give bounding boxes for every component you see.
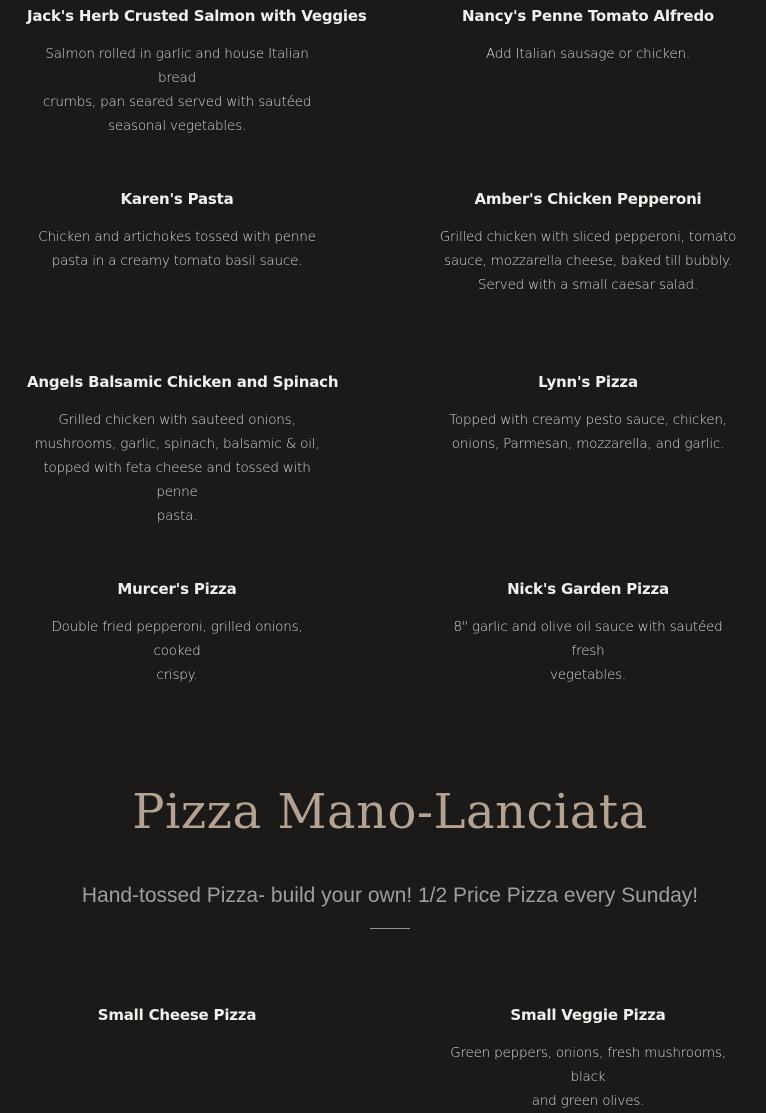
description-line: Double fried pepperoni, grilled onions, cooked — [51, 619, 303, 659]
description-line: Served with a small caesar salad. — [477, 277, 699, 293]
description-line: Grilled chicken with sauteed onions, — [58, 412, 296, 428]
description-line: topped with feta cheese and tossed with penne — [43, 460, 311, 500]
description-line: pasta. — [156, 508, 198, 524]
menu-item-description — [437, 615, 739, 687]
menu-item-description — [27, 225, 327, 273]
menu-item-name: Karen's Pasta — [120, 190, 234, 208]
description-line: Salmon rolled in garlic and house Italian bread — [45, 46, 309, 86]
menu-item-description — [437, 42, 739, 66]
description-line: pasta in a creamy tomato basil sauce. — [51, 253, 303, 269]
description-line: seasonal vegetables. — [108, 118, 246, 134]
menu-item-angels-balsamic-chicken — [27, 372, 339, 528]
description-line: sauce, mozzarella cheese, baked till bubbly. — [444, 253, 732, 269]
menu-item-jacks-salmon — [27, 6, 367, 138]
description-line: onions, Parmesan, mozzarella, and garlic. — [451, 436, 725, 452]
section-title: Pizza Mano-Lanciata — [132, 784, 648, 840]
menu-item-ambers-chicken-pepperoni — [437, 189, 739, 297]
menu-item-description — [27, 615, 327, 687]
menu-item-name: Nick's Garden Pizza — [507, 580, 669, 598]
description-line: crumbs, pan seared served with sautéed — [42, 94, 312, 110]
menu-item-name: Murcer's Pizza — [117, 580, 237, 598]
menu-item-name: Jack's Herb Crusted Salmon with Veggies — [27, 7, 367, 25]
menu-item-lynns-pizza — [437, 372, 739, 456]
menu-item-name: Small Veggie Pizza — [510, 1006, 666, 1024]
description-line: mushrooms, garlic, spinach, balsamic & oil, — [34, 436, 320, 452]
section-divider — [370, 928, 410, 929]
description-line: Grilled chicken with sliced pepperoni, tomato — [439, 229, 737, 245]
menu-item-murcers-pizza — [27, 579, 327, 687]
menu-item-name: Small Cheese Pizza — [97, 1006, 257, 1024]
description-line: Add Italian sausage or chicken. — [485, 46, 690, 62]
description-line: crispy. — [156, 667, 198, 683]
description-line: and green olives. — [531, 1093, 645, 1109]
menu-item-description — [437, 408, 739, 456]
menu-item-description — [27, 42, 327, 138]
description-line: vegetables. — [549, 667, 627, 683]
menu-item-description — [27, 408, 327, 528]
menu-item-karens-pasta — [27, 189, 327, 273]
description-line: Green peppers, onions, fresh mushrooms, black — [450, 1045, 726, 1085]
menu-item-name: Angels Balsamic Chicken and Spinach — [27, 373, 339, 391]
menu-item-name: Lynn's Pizza — [538, 373, 638, 391]
description-line: Chicken and artichokes tossed with penne — [38, 229, 316, 245]
menu-item-nancys-penne — [437, 6, 739, 66]
menu-item-name: Nancy's Penne Tomato Alfredo — [462, 7, 714, 25]
description-line: Topped with creamy pesto sauce, chicken, — [449, 412, 727, 428]
menu-item-small-cheese-pizza — [27, 1005, 327, 1025]
menu-item-description — [437, 1041, 739, 1113]
menu-item-name: Amber's Chicken Pepperoni — [474, 190, 702, 208]
menu-item-nicks-garden-pizza — [437, 579, 739, 687]
description-line: 8" garlic and olive oil sauce with sautéed fresh — [453, 619, 723, 659]
section-subtitle: Hand-tossed Pizza- build your own! 1/2 Price Pizza every Sunday! — [81, 884, 699, 907]
menu-item-description — [437, 225, 739, 297]
